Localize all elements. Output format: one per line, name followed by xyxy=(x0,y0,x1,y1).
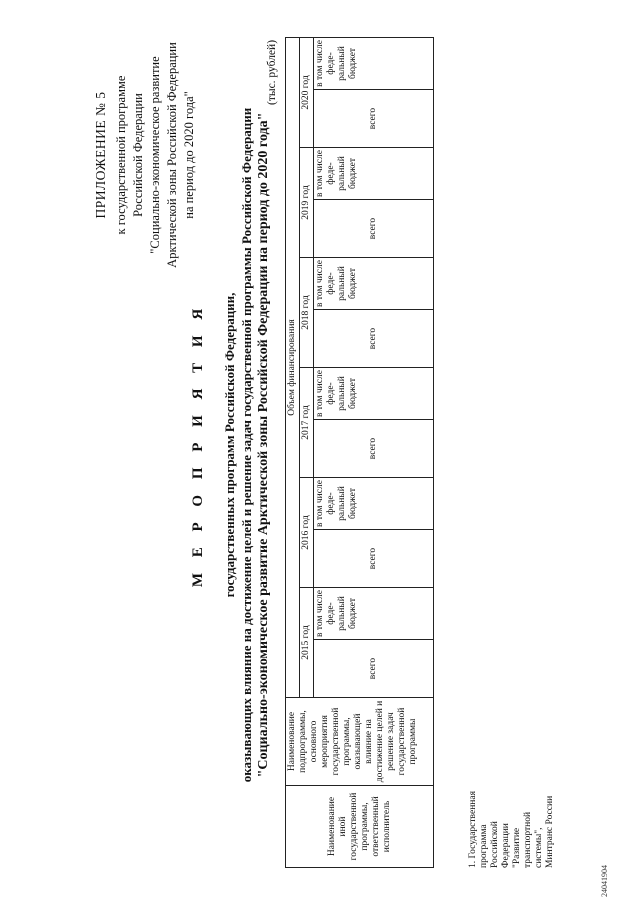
subheader-total: всего xyxy=(314,420,434,478)
appendix-line: "Социально-экономическое развитие xyxy=(148,56,162,254)
measures-table xyxy=(285,37,434,868)
subheader-federal: в том числе феде-ральный бюджет xyxy=(314,588,434,640)
subheader-federal: в том числе феде-ральный бюджет xyxy=(314,148,434,200)
subheader-total: всего xyxy=(314,310,434,368)
appendix-line: Российской Федерации xyxy=(131,93,145,217)
subheader-total: всего xyxy=(314,640,434,698)
col-header-program: Наименование иной государственной программы, ответственный исполнитель xyxy=(286,786,434,868)
year-header: 2015 год xyxy=(300,588,314,698)
appendix-line: Арктической зоны Российской Федерации xyxy=(165,42,179,268)
subheader-total: всего xyxy=(314,530,434,588)
subheader-federal: в том числе феде-ральный бюджет xyxy=(314,37,434,89)
year-header: 2018 год xyxy=(300,258,314,368)
title-main: М Е Р О П Р И Я Т И Я xyxy=(190,302,206,588)
header-row xyxy=(286,37,300,867)
title-line: оказывающих влияние на достижение целей и решение задач государственной программы Российской Федерации xyxy=(239,107,254,783)
units-label: (тыс. рублей) xyxy=(266,39,278,105)
year-header: 2017 год xyxy=(300,368,314,478)
appendix-number: ПРИЛОЖЕНИЕ № 5 xyxy=(93,91,108,219)
subheader-federal: в том числе феде-ральный бюджет xyxy=(314,368,434,420)
footer-code: 24041904 xyxy=(600,865,609,897)
subheader-total: всего xyxy=(314,200,434,258)
title-line: "Социально-экономическое развитие Арктической зоны Российской Федерации на период до 2020 года" xyxy=(256,112,271,778)
table-row-program-1: 1. Государственная программа Российской Федерации "Развитие транспортной системы", Минтранс России xyxy=(468,791,555,868)
appendix-line: к государственной программе xyxy=(114,75,128,235)
year-header: 2016 год xyxy=(300,478,314,588)
subheader-federal: в том числе феде-ральный бюджет xyxy=(314,258,434,310)
year-header: 2019 год xyxy=(300,148,314,258)
year-header: 2020 год xyxy=(300,37,314,147)
document-title xyxy=(190,65,273,825)
funding-header: Объем финансирования xyxy=(286,37,300,697)
subheader-federal: в том числе феде-ральный бюджет xyxy=(314,478,434,530)
appendix-line: на период до 2020 года" xyxy=(182,91,196,219)
appendix-header xyxy=(92,30,198,280)
title-line: государственных программ Российской Федерации, xyxy=(222,292,237,598)
col-header-subprogram: Наименование подпрограммы, основного мероприятия государственной программы, оказывающей влияние на достижение целей и решение задач государственной программы xyxy=(286,698,434,786)
subheader-total: всего xyxy=(314,90,434,148)
